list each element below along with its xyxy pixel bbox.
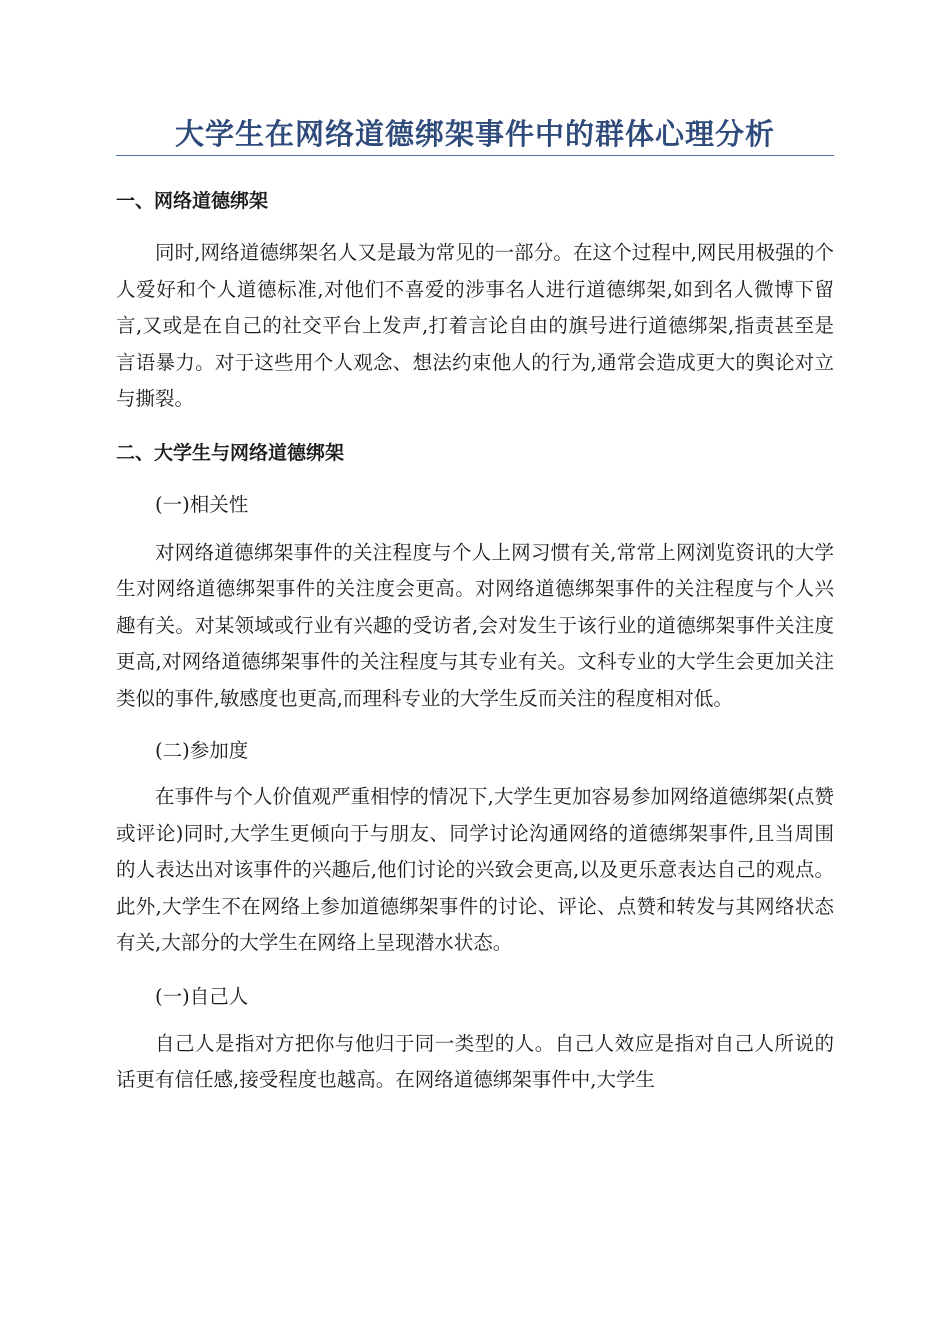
section-heading-2: 二、大学生与网络道德绑架: [116, 441, 345, 464]
section-heading-1: 一、网络道德绑架: [116, 190, 269, 212]
subsection-label-relevance: (一)相关性: [155, 492, 249, 516]
document-page: [116, 0, 834, 1099]
subsection-insiders-paragraph: 自己人是指对方把你与他归于同一类型的人。自己人效应是指对自己人所说的话更有信任感,接受程度也越高。在网络道德绑架事件中,大学生: [116, 1031, 834, 1091]
subsection-label-participation: (二)参加度: [155, 739, 249, 762]
subsection-relevance-paragraph: 对网络道德绑架事件的关注程度与个人上网习惯有关,常常上网浏览资讯的大学生对网络道德绑架事件的关注度会更高。对网络道德绑架事件的关注程度与个人兴趣有关。对某领域或行业有兴趣的受访者,会对发生于该行业的道德绑架事件关注度更高,对网络道德绑架事件的关注程度与其专业有关。文科专业的大学生会更加关注类似的事件,敏感度也更高,而理科专业的大学生反而关注的程度相对低。: [116, 540, 834, 710]
section-1-paragraph: 同时,网络道德绑架名人又是最为常见的一部分。在这个过程中,网民用极强的个人爱好和个人道德标准,对他们不喜爱的涉事名人进行道德绑架,如到名人微博下留言,又或是在自己的社交平台上发声,打着言论自由的旗号进行道德绑架,指责甚至是言语暴力。对于这些用个人观念、想法约束他人的行为,通常会造成更大的舆论对立与撕裂。: [116, 241, 834, 410]
document-title: 大学生在网络道德绑架事件中的群体心理分析: [174, 117, 775, 151]
subsection-participation-paragraph: 在事件与个人价值观严重相悖的情况下,大学生更加容易参加网络道德绑架(点赞或评论)同时,大学生更倾向于与朋友、同学讨论沟通网络的道德绑架事件,且当周围的人表达出对该事件的兴趣后,他们讨论的兴致会更高,以及更乐意表达自己的观点。此外,大学生不在网络上参加道德绑架事件的讨论、评论、点赞和转发与其网络状态有关,大部分的大学生在网络上呈现潜水状态。: [116, 785, 834, 954]
subsection-label-insiders: (一)自己人: [155, 984, 249, 1008]
title-underline: [116, 155, 834, 156]
